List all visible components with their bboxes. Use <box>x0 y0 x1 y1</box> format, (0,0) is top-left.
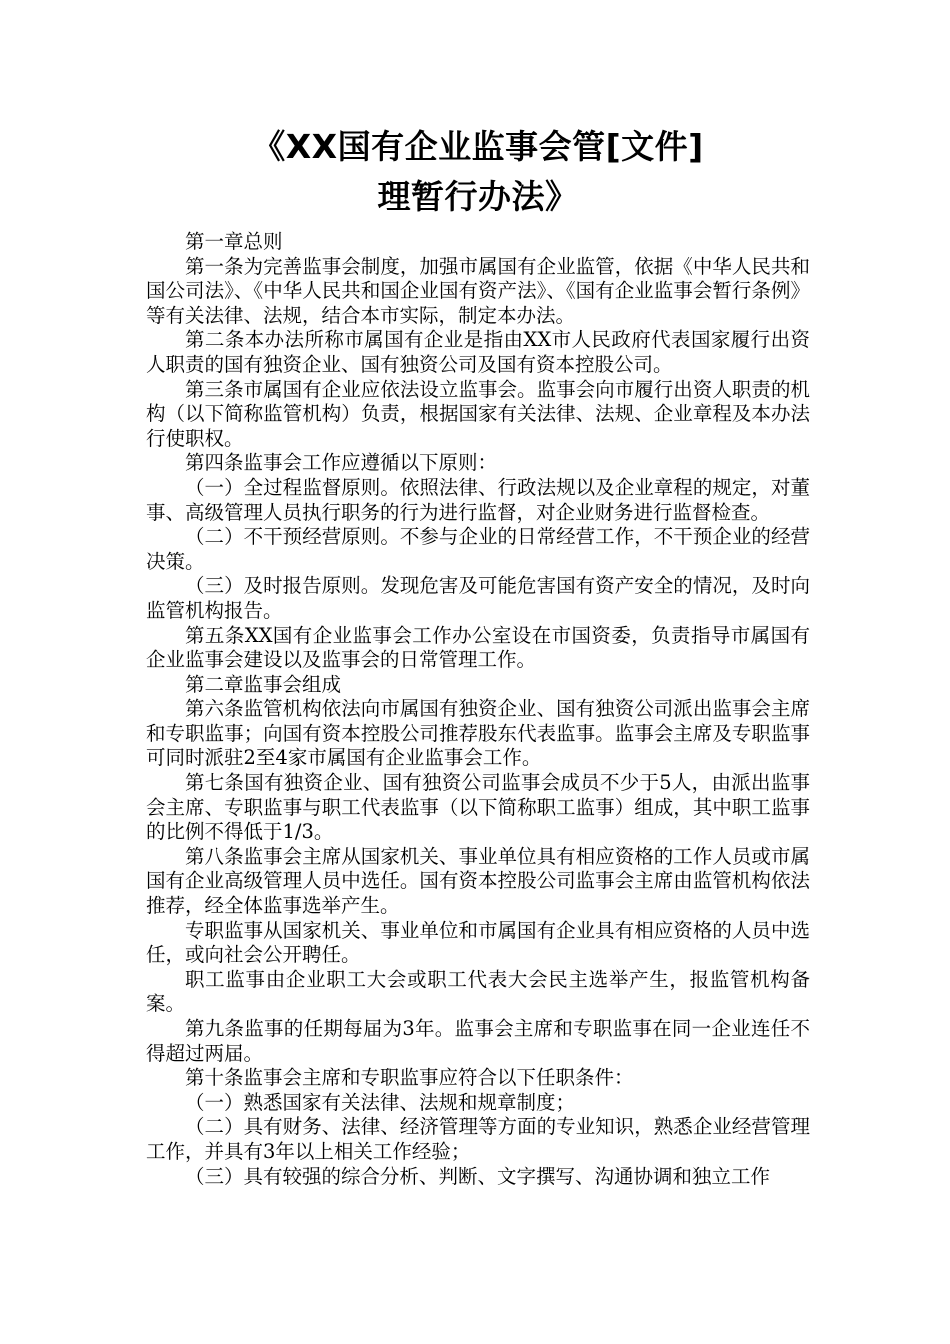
paragraph: 专职监事从国家机关、事业单位和市属国有企业具有相应资格的人员中选任，或向社会公开聘任。 <box>146 918 810 967</box>
paragraph: 第八条监事会主席从国家机关、事业单位具有相应资格的工作人员或市属国有企业高级管理人员中选任。国有资本控股公司监事会主席由监管机构依法推荐，经全体监事选举产生。 <box>146 844 810 918</box>
chapter-heading: 第二章监事会组成 <box>185 672 342 696</box>
paragraph: （二）具有财务、法律、经济管理等方面的专业知识，熟悉企业经营管理工作，并具有3年以上相关工作经验； <box>146 1115 810 1163</box>
document-title <box>146 122 810 222</box>
document-title-line-1: 《XX国有企业监事会管[文件] <box>252 127 704 166</box>
paragraph: 第三条市属国有企业应依法设立监事会。监事会向市履行出资人职责的机构（以下简称监管机构）负责，根据国家有关法律、法规、企业章程及本办法行使职权。 <box>146 377 810 450</box>
paragraph: 职工监事由企业职工大会或职工代表大会民主选举产生，报监管机构备案。 <box>146 967 810 1016</box>
paragraph: 第二条本办法所称市属国有企业是指由XX市人民政府代表国家履行出资人职责的国有独资企业、国有独资公司及国有资本控股公司。 <box>146 328 810 376</box>
paragraph: 第九条监事的任期每届为3年。监事会主席和专职监事在同一企业连任不得超过两届。 <box>146 1017 810 1065</box>
paragraph: 第五条XX国有企业监事会工作办公室设在市国资委，负责指导市属国有企业监事会建设以及监事会的日常管理工作。 <box>146 623 810 672</box>
paragraph: 第七条国有独资企业、国有独资公司监事会成员不少于5人，由派出监事会主席、专职监事与职工代表监事（以下简称职工监事）组成，其中职工监事的比例不得低于1/3。 <box>146 771 810 844</box>
document-title-line-2: 理暂行办法》 <box>377 177 579 216</box>
paragraph: （三）具有较强的综合分析、判断、文字撰写、沟通协调和独立工作 <box>185 1164 771 1188</box>
document-page <box>146 122 810 1189</box>
paragraph: （二）不干预经营原则。不参与企业的日常经营工作，不干预企业的经营决策。 <box>146 525 810 573</box>
paragraph: （一）全过程监督原则。依照法律、行政法规以及企业章程的规定，对董事、高级管理人员执行职务的行为进行监督，对企业财务进行监督检查。 <box>146 475 810 524</box>
paragraph: 第六条监管机构依法向市属国有独资企业、国有独资公司派出监事会主席和专职监事；向国有资本控股公司推荐股东代表监事。监事会主席及专职监事可同时派驻2至4家市属国有企业监事会工作。 <box>146 697 810 770</box>
paragraph: 第一条为完善监事会制度，加强市属国有企业监管，依据《中华人民共和国公司法》、《中华人民共和国企业国有资产法》、《国有企业监事会暂行条例》等有关法律、法规，结合本市实际，制定本办法。 <box>146 254 810 327</box>
paragraph: （三）及时报告原则。发现危害及可能危害国有资产安全的情况，及时向监管机构报告。 <box>146 574 810 622</box>
document-body <box>146 230 810 1189</box>
paragraph: 第四条监事会工作应遵循以下原则： <box>185 451 498 475</box>
paragraph: （一）熟悉国家有关法律、法规和规章制度； <box>185 1090 576 1114</box>
chapter-heading: 第一章总则 <box>185 230 283 253</box>
paragraph: 第十条监事会主席和专职监事应符合以下任职条件： <box>185 1066 634 1090</box>
